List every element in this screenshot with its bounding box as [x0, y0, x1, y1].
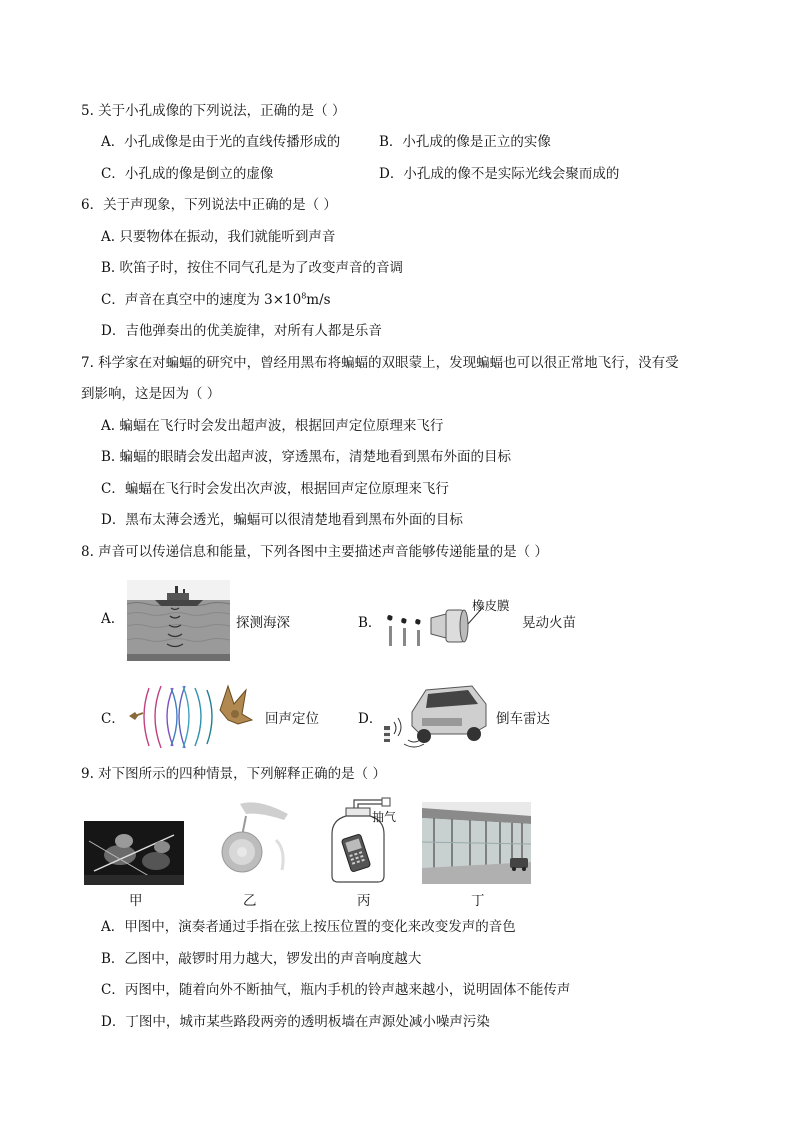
q7-option-a: A. 蝙蝠在飞行时会发出超声波，根据回声定位原理来飞行: [101, 418, 444, 434]
q7-stem-line2: 到影响，这是因为（ ）: [81, 386, 221, 402]
q7-option-b: B. 蝙蝠的眼睛会发出超声波，穿透黑布，清楚地看到黑布外面的目标: [101, 449, 512, 465]
q6-option-c: [101, 291, 331, 309]
q8-option-c-letter: C．: [101, 711, 125, 727]
ship-sonar-figure: [127, 580, 230, 661]
q5-option-a: A．小孔成像是由于光的直线传播形成的: [101, 134, 341, 150]
q9-option-b: B．乙图中，敲锣时用力越大，锣发出的声音响度越大: [101, 951, 422, 967]
q8-option-b-letter: B．: [358, 615, 382, 631]
car-reversing-radar-figure: [382, 682, 490, 748]
q8-option-a-letter: A.: [101, 611, 116, 627]
q6-option-c-exponent: 8: [301, 291, 307, 301]
q8-option-d-letter: D．: [358, 711, 383, 727]
q6-option-c-unit: m/s: [306, 292, 331, 308]
q9-label-ding: 丁: [471, 893, 485, 909]
q8-option-b-callout: 橡皮膜: [472, 598, 510, 613]
q5-option-c: C．小孔成的像是倒立的虚像: [101, 166, 274, 182]
violin-performance-figure: [84, 821, 184, 885]
q8-option-a-caption: 探测海深: [236, 615, 290, 631]
bat-echolocation-figure: [125, 680, 261, 750]
q9-option-a: A．甲图中，演奏者通过手指在弦上按压位置的变化来改变发声的音色: [101, 919, 516, 935]
q7-option-d: D．黑布太薄会透光，蝙蝠可以很清楚地看到黑布外面的目标: [101, 512, 463, 528]
q9-pump-label: 抽气: [372, 810, 397, 824]
q6-option-a: A. 只要物体在振动，我们就能听到声音: [101, 229, 336, 245]
q6-option-d: D．吉他弹奏出的优美旋律，对所有人都是乐音: [101, 323, 382, 339]
q5-option-b: B．小孔成的像是正立的实像: [379, 134, 551, 150]
q5-stem: 5. 关于小孔成像的下列说法，正确的是（ ）: [81, 103, 346, 119]
q9-option-c: C．丙图中，随着向外不断抽气，瓶内手机的铃声越来越小，说明固体不能传声: [101, 982, 571, 998]
q9-option-d: D．丁图中，城市某些路段两旁的透明板墙在声源处减小噪声污染: [101, 1014, 490, 1030]
sound-barrier-figure: [422, 802, 531, 884]
gong-figure: [212, 800, 292, 880]
q8-option-b-caption: 晃动火苗: [522, 615, 576, 631]
q9-label-bing: 丙: [357, 893, 371, 909]
q7-stem-line1: 7. 科学家在对蝙蝠的研究中，曾经用黑布将蝙蝠的双眼蒙上，发现蝙蝠也可以很正常地飞行，没有受: [81, 355, 679, 371]
q5-option-d: D．小孔成的像不是实际光线会聚而成的: [379, 166, 620, 182]
q8-option-d-caption: 倒车雷达: [496, 711, 550, 727]
q9-label-yi: 乙: [243, 893, 257, 909]
q7-option-c: C．蝙蝠在飞行时会发出次声波，根据回声定位原理来飞行: [101, 481, 449, 497]
q9-label-jia: 甲: [129, 893, 143, 909]
q8-option-c-caption: 回声定位: [265, 711, 319, 727]
q8-stem: 8. 声音可以传递信息和能量，下列各图中主要描述声音能够传递能量的是（ ）: [81, 544, 548, 560]
q6-option-b: B. 吹笛子时，按住不同气孔是为了改变声音的音调: [101, 260, 404, 276]
q9-stem: 9. 对下图所示的四种情景，下列解释正确的是（ ）: [81, 766, 386, 782]
q6-stem: 6．关于声现象，下列说法中正确的是（ ）: [81, 197, 337, 213]
q6-option-c-text: C．声音在真空中的速度为 3×10: [101, 292, 302, 308]
